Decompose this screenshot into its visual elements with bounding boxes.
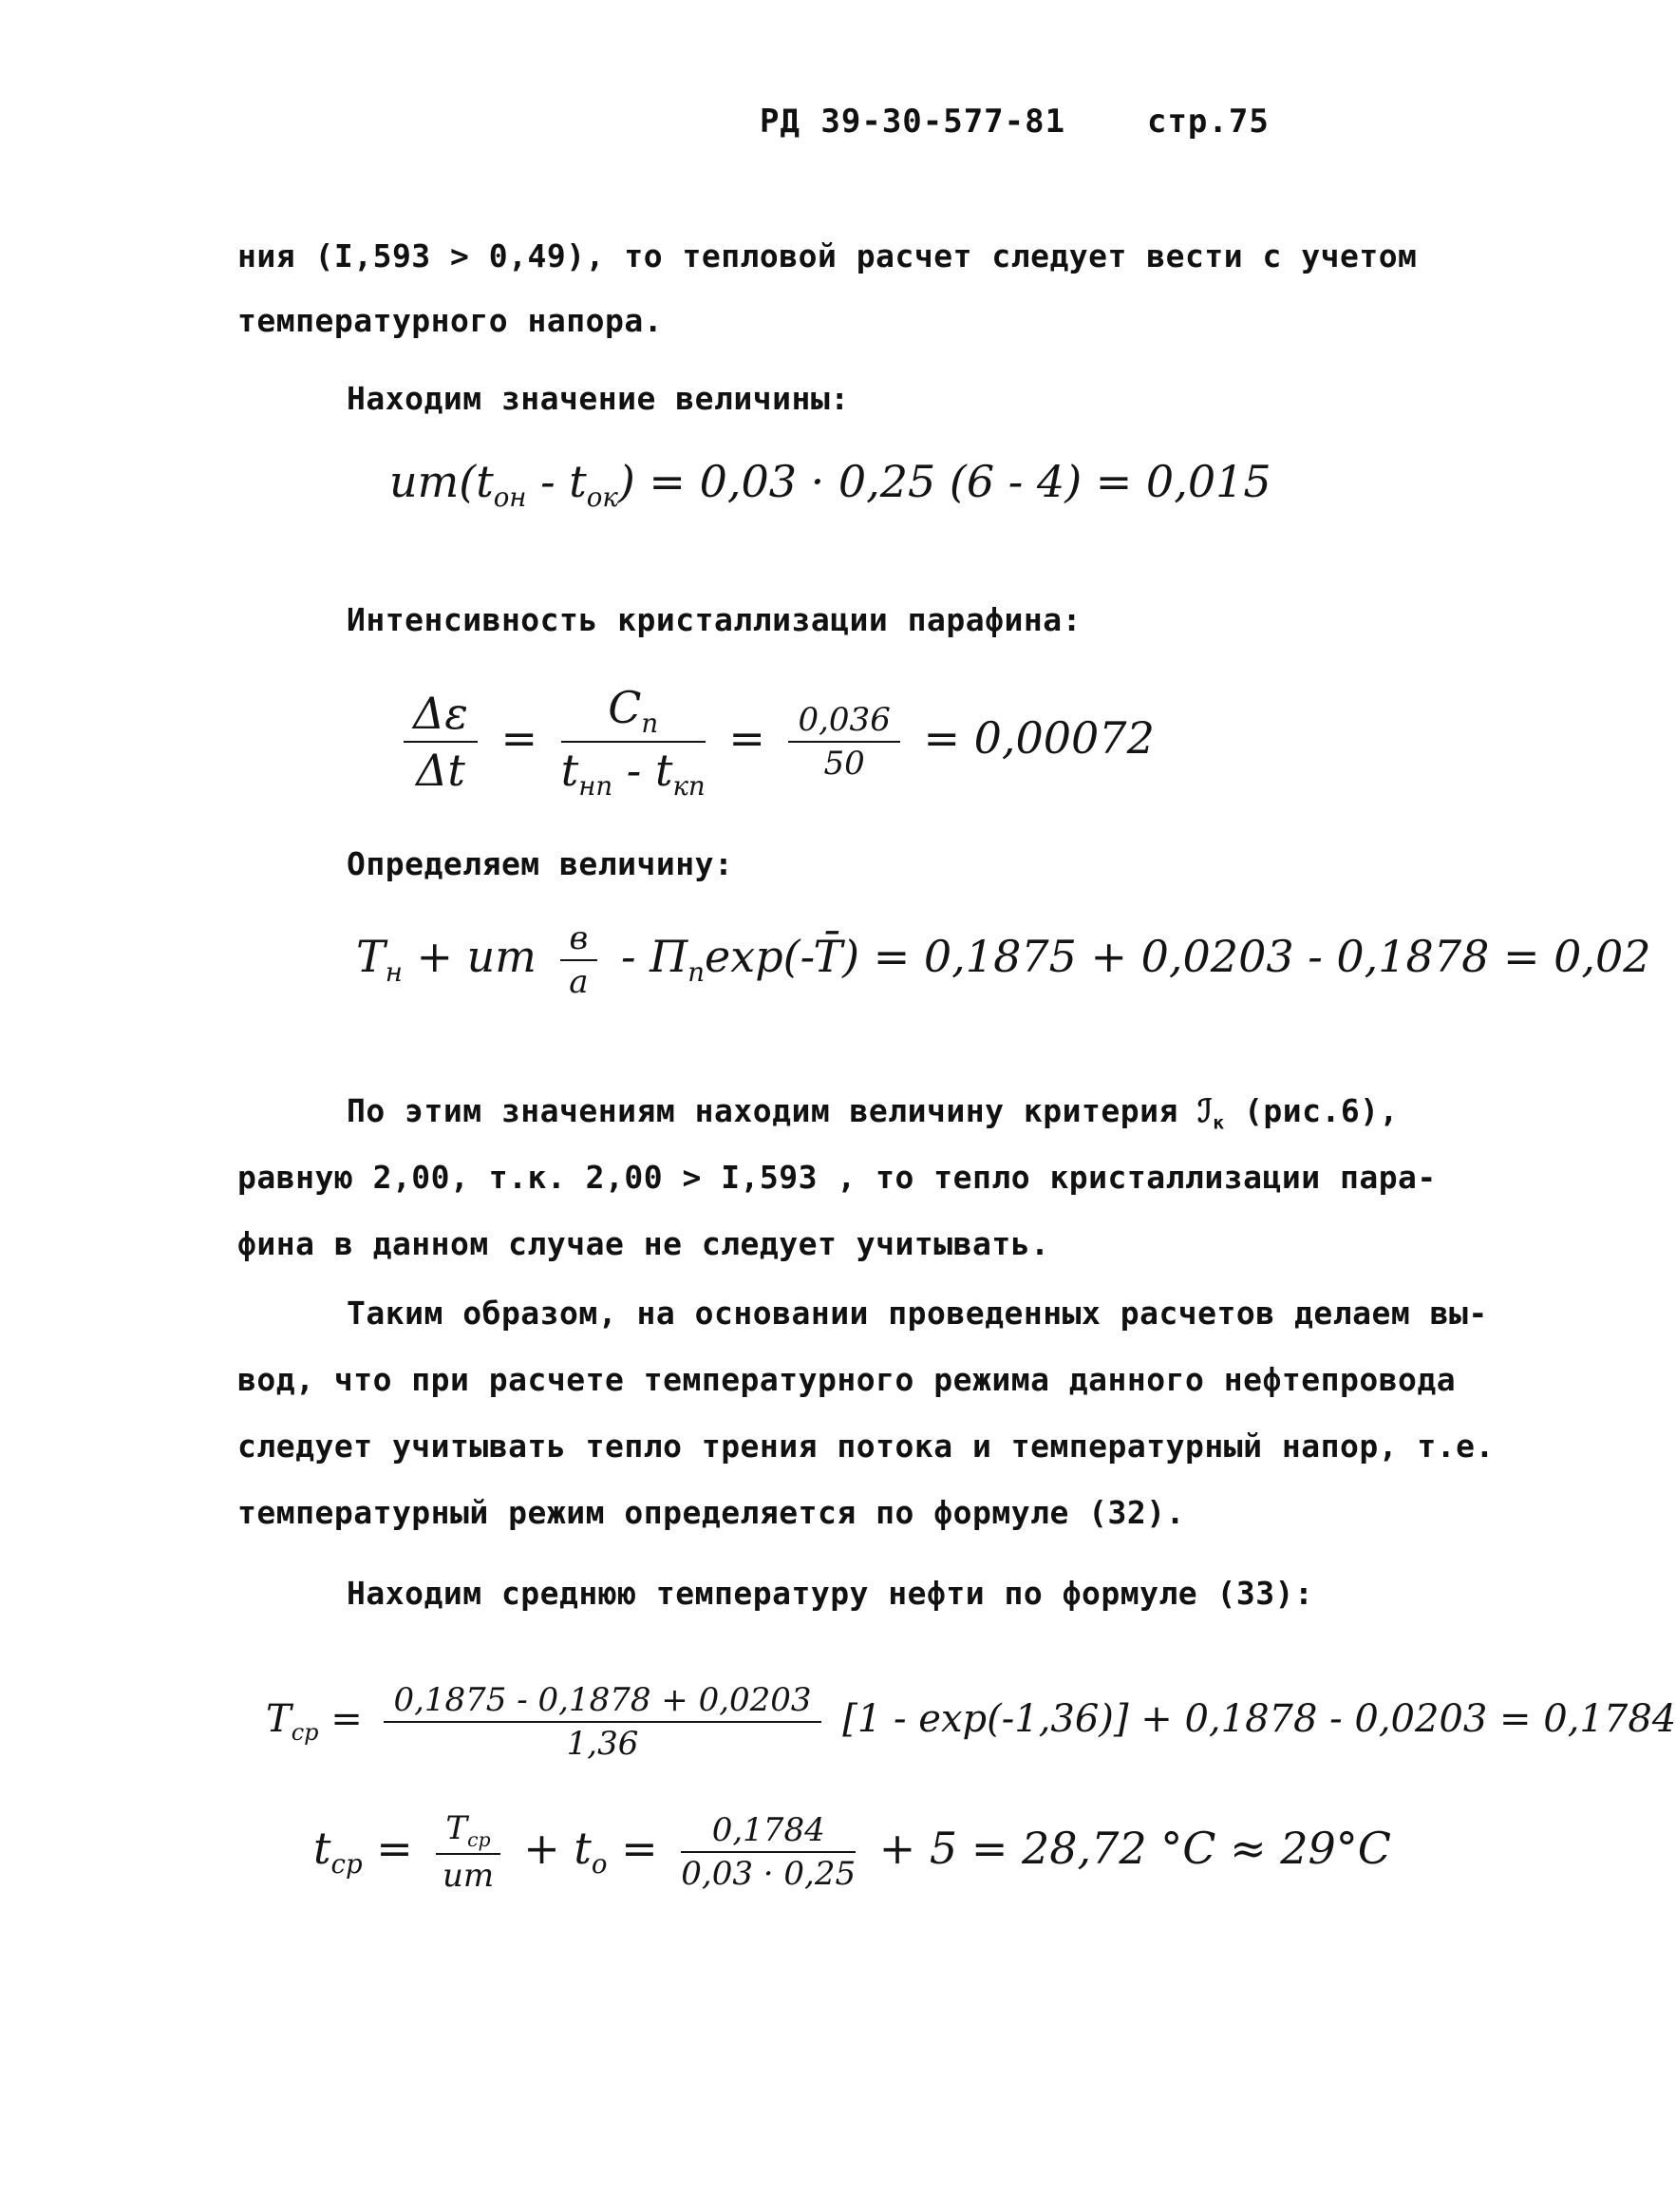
document-reference: РД 39-30-577-81 xyxy=(760,103,1066,141)
formula-crystallization-intensity: $\frac{\Delta\varepsilon}{\Delta t}$ = $\frac{C_п}{t_{нп} - t_{кп}}$ = $\frac{0,036}{50}$ = 0,00072 xyxy=(394,682,1155,802)
paragraph-line: равную 2,00, т.к. 2,00 > I,593 , то тепло кристаллизации пара- xyxy=(237,1159,1437,1196)
paragraph-line: Определяем величину: xyxy=(347,845,734,882)
formula-average-temperature-dimensionless: $T_{ср}$ = $\frac{0,1875 - 0,1878 + 0,0203}{1,36}$ [1 - exp(-1,36)] + 0,1878 - 0,0203 = 0,1784 xyxy=(266,1681,1676,1763)
paragraph-line: Находим среднюю температуру нефти по формуле (33): xyxy=(347,1575,1314,1612)
paragraph-line: По этим значениям находим величину критерия ℐ$_к$ (рис.6), xyxy=(347,1092,1399,1134)
page-header xyxy=(760,103,1270,141)
paragraph-line: температурный режим определяется по формуле (32). xyxy=(237,1494,1186,1531)
formula-tn-value: $T_н$ + um $\frac{в}{a}$ - $П_п\exp(-T̄) = 0,1875 + 0,0203 - 0,1878 = 0,02$ xyxy=(356,919,1651,1001)
paragraph-line: фина в данном случае не следует учитывать. xyxy=(237,1225,1050,1262)
paragraph-line: температурного напора. xyxy=(237,302,664,339)
formula-um-delta-t: $um(t_{он} - t_{ок}) = 0,03 \cdot 0,25$ (6 - 4) = 0,015 xyxy=(389,456,1271,514)
paragraph-line: Таким образом, на основании проведенных расчетов делаем вы- xyxy=(347,1295,1488,1332)
page-number: стр.75 xyxy=(1146,103,1270,141)
paragraph-line: следует учитывать тепло трения потока и температурный напор, т.е. xyxy=(237,1427,1495,1465)
paragraph-line: Находим значение величины: xyxy=(347,380,850,417)
paragraph-line: ния (I,593 > 0,49), то тепловой расчет следует вести с учетом xyxy=(237,237,1418,274)
paragraph-line: вод, что при расчете температурного режима данного нефтепровода xyxy=(237,1361,1457,1398)
paragraph-line: Интенсивность кристаллизации парафина: xyxy=(347,601,1082,638)
formula-average-temperature: $t_{ср}$ = $\frac{T_{ср}}{um}$ + $t_о$ = $\frac{0,1784}{0,03 \cdot 0,25}$ + 5 = 28,72 °C ≈ 29°C xyxy=(313,1809,1392,1895)
